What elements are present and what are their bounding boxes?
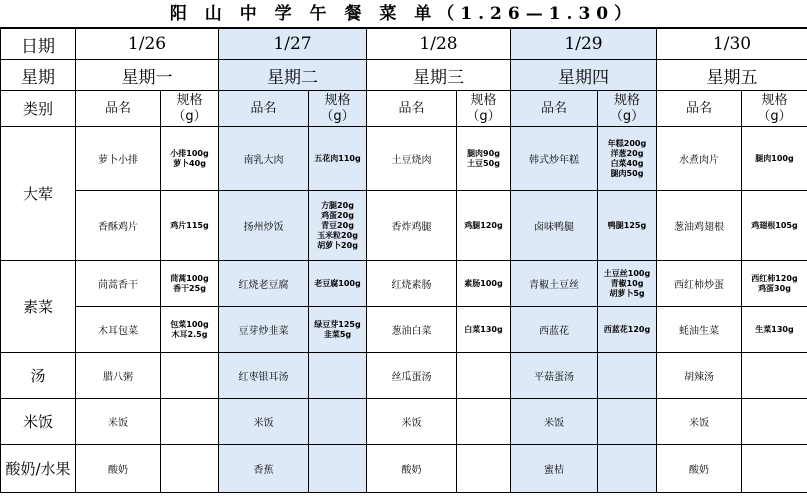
- soup-spec-empty: [742, 353, 807, 399]
- soup-spec-empty: [457, 353, 511, 399]
- spec-line: 青椒10g: [610, 278, 644, 288]
- date-cell: 1/28: [367, 29, 511, 60]
- rice-spec-empty: [742, 399, 807, 445]
- dish-name: 红烧素肠: [367, 261, 457, 307]
- soup-spec-empty: [598, 353, 657, 399]
- weekday-cell: 星期一: [76, 60, 219, 91]
- spec-line: 玉米粒20g: [317, 230, 358, 240]
- rice-dish: 米饭: [219, 399, 309, 445]
- yogurt-spec-empty: [161, 445, 219, 493]
- soup-dish: 胡辣汤: [657, 353, 742, 399]
- spec-line: 腿肉100g: [755, 153, 794, 163]
- date-cell: 1/26: [76, 29, 219, 60]
- dish-name: 葱油鸡翅根: [657, 191, 742, 261]
- dish-spec: [457, 261, 511, 307]
- spec-line: 五花肉110g: [314, 153, 361, 163]
- spec-header-line: （g）: [757, 108, 792, 124]
- spec-line: 胡萝卜20g: [317, 240, 358, 250]
- spec-line: 韭菜5g: [323, 329, 352, 339]
- dish-spec: [457, 127, 511, 191]
- dish-header: 品名: [511, 91, 598, 127]
- spec-line: 小排100g: [170, 148, 209, 158]
- spec-line: 白菜40g: [610, 158, 644, 168]
- spec-header: [457, 91, 511, 127]
- yogurt-spec-empty: [457, 445, 511, 493]
- dish-spec: [598, 307, 657, 353]
- spec-header-line: 规格: [324, 92, 351, 108]
- spec-header: [598, 91, 657, 127]
- dish-spec: [598, 261, 657, 307]
- dish-spec: [457, 191, 511, 261]
- row-label-weekday: 星期: [1, 60, 76, 91]
- spec-line: 白菜130g: [464, 324, 503, 334]
- yogurt-spec-empty: [309, 445, 367, 493]
- yogurt-spec-empty: [598, 445, 657, 493]
- spec-line: 年糕200g: [607, 138, 647, 148]
- spec-line: 方腿20g: [321, 200, 354, 210]
- dish-name: 土豆烧肉: [367, 127, 457, 191]
- dish-spec: [161, 307, 219, 353]
- row-label-main: 大荤: [1, 127, 76, 261]
- spec-header: [161, 91, 219, 127]
- spec-header-line: （g）: [172, 108, 207, 124]
- dish-name: 香炸鸡腿: [367, 191, 457, 261]
- soup-spec-empty: [309, 353, 367, 399]
- spec-line: 鸡腿120g: [464, 220, 503, 230]
- weekday-cell: 星期四: [511, 60, 657, 91]
- row-label-category: 类别: [1, 91, 76, 127]
- spec-line: 素肠100g: [464, 278, 503, 288]
- spec-line: 腿肉50g: [610, 168, 644, 178]
- date-cell: 1/29: [511, 29, 657, 60]
- spec-line: 鸭腿125g: [607, 220, 647, 230]
- spec-line: 萝卜40g: [173, 158, 206, 168]
- rice-spec-empty: [598, 399, 657, 445]
- spec-line: 胡萝卜5g: [609, 288, 645, 298]
- page-title: 阳 山 中 学 午 餐 菜 单（1.26—1.30）: [0, 0, 807, 28]
- yogurt-spec-empty: [742, 445, 807, 493]
- dish-name: 青椒土豆丝: [511, 261, 598, 307]
- spec-header-line: 规格: [761, 92, 788, 108]
- rice-spec-empty: [309, 399, 367, 445]
- spec-line: 青豆20g: [321, 220, 354, 230]
- date-cell: 1/30: [657, 29, 807, 60]
- dish-name: 萝卜小排: [76, 127, 161, 191]
- dish-name: 韩式炒年糕: [511, 127, 598, 191]
- spec-line: 洋葱20g: [610, 148, 644, 158]
- spec-line: 鸡蛋20g: [321, 210, 354, 220]
- rice-spec-empty: [457, 399, 511, 445]
- weekday-cell: 星期二: [219, 60, 367, 91]
- soup-spec-empty: [161, 353, 219, 399]
- weekday-cell: 星期三: [367, 60, 511, 91]
- spec-line: 包菜100g: [170, 319, 209, 329]
- dish-spec: [161, 127, 219, 191]
- dish-name: 香酥鸡片: [76, 191, 161, 261]
- spec-line: 土豆50g: [467, 158, 500, 168]
- soup-dish: 腊八粥: [76, 353, 161, 399]
- spec-header-line: 规格: [470, 92, 497, 108]
- spec-line: 生菜130g: [755, 324, 794, 334]
- dish-name: 葱油白菜: [367, 307, 457, 353]
- dish-spec: [742, 307, 807, 353]
- dish-name: 扬州炒饭: [219, 191, 309, 261]
- dish-spec: [742, 191, 807, 261]
- dish-spec: [309, 307, 367, 353]
- yogurt-dish: 酸奶: [657, 445, 742, 493]
- weekday-cell: 星期五: [657, 60, 807, 91]
- dish-spec: [161, 261, 219, 307]
- spec-line: 茼蒿100g: [170, 273, 209, 283]
- spec-header-line: （g）: [320, 108, 355, 124]
- dish-spec: [457, 307, 511, 353]
- spec-line: 土豆丝100g: [603, 268, 651, 278]
- dish-name: 蚝油生菜: [657, 307, 742, 353]
- rice-dish: 米饭: [76, 399, 161, 445]
- soup-dish: 丝瓜蛋汤: [367, 353, 457, 399]
- dish-spec: [598, 127, 657, 191]
- dish-header: 品名: [219, 91, 309, 127]
- spec-line: 西红柿120g: [751, 273, 798, 283]
- yogurt-dish: 酸奶: [367, 445, 457, 493]
- dish-name: 南乳大肉: [219, 127, 309, 191]
- row-label-veg: 素菜: [1, 261, 76, 353]
- spec-line: 鸡片115g: [170, 220, 209, 230]
- row-label-yogurt: 酸奶/水果: [1, 445, 76, 493]
- yogurt-dish: 蜜桔: [511, 445, 598, 493]
- lunch-menu-table: [0, 28, 807, 493]
- dish-name: 西蓝花: [511, 307, 598, 353]
- dish-spec: [161, 191, 219, 261]
- date-cell: 1/27: [219, 29, 367, 60]
- dish-header: 品名: [367, 91, 457, 127]
- rice-dish: 米饭: [657, 399, 742, 445]
- spec-line: 木耳2.5g: [171, 329, 208, 339]
- dish-header: 品名: [657, 91, 742, 127]
- dish-spec: [742, 261, 807, 307]
- dish-name: 红烧老豆腐: [219, 261, 309, 307]
- rice-spec-empty: [161, 399, 219, 445]
- spec-line: 腿肉90g: [467, 148, 500, 158]
- dish-name: 水煮肉片: [657, 127, 742, 191]
- spec-line: 老豆腐100g: [314, 278, 361, 288]
- dish-spec: [309, 261, 367, 307]
- spec-header-line: 规格: [613, 92, 640, 108]
- row-label-rice: 米饭: [1, 399, 76, 445]
- spec-line: 绿豆芽125g: [314, 319, 361, 329]
- dish-header: 品名: [76, 91, 161, 127]
- dish-name: 木耳包菜: [76, 307, 161, 353]
- dish-name: 茼蒿香干: [76, 261, 161, 307]
- spec-header-line: （g）: [466, 108, 501, 124]
- rice-dish: 米饭: [511, 399, 598, 445]
- spec-header: [309, 91, 367, 127]
- yogurt-dish: 香蕉: [219, 445, 309, 493]
- spec-line: 香干25g: [173, 283, 206, 293]
- dish-name: 西红柿炒蛋: [657, 261, 742, 307]
- soup-dish: 平菇蛋汤: [511, 353, 598, 399]
- dish-name: 豆芽炒韭菜: [219, 307, 309, 353]
- row-label-soup: 汤: [1, 353, 76, 399]
- row-label-date: 日期: [1, 29, 76, 60]
- spec-header: [742, 91, 807, 127]
- spec-header-line: 规格: [176, 92, 203, 108]
- dish-name: 卤味鸭腿: [511, 191, 598, 261]
- dish-spec: [309, 127, 367, 191]
- spec-line: 鸡蛋30g: [758, 283, 791, 293]
- spec-line: 西蓝花120g: [603, 324, 651, 334]
- dish-spec: [598, 191, 657, 261]
- spec-header-line: （g）: [609, 108, 645, 124]
- soup-dish: 红枣银耳汤: [219, 353, 309, 399]
- spec-line: 鸡翅根105g: [751, 220, 798, 230]
- dish-spec: [742, 127, 807, 191]
- yogurt-dish: 酸奶: [76, 445, 161, 493]
- dish-spec: [309, 191, 367, 261]
- rice-dish: 米饭: [367, 399, 457, 445]
